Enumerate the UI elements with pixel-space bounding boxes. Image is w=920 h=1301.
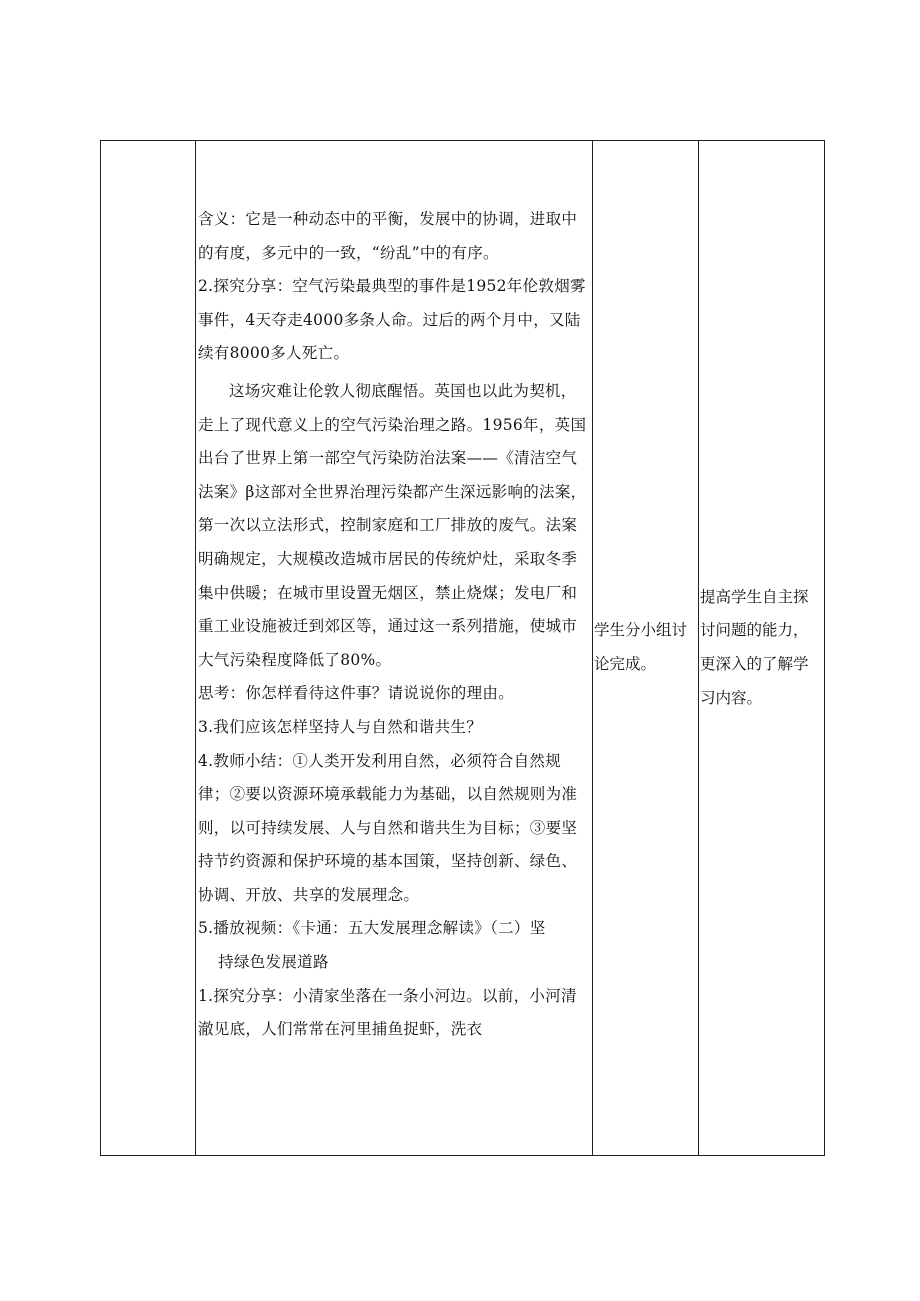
student-activity-text: 学生分小组讨论完成。 bbox=[594, 621, 688, 673]
content-paragraph: 5.播放视频：《卡通：五大发展理念解读》（二）坚 bbox=[198, 919, 546, 938]
design-intent-cell bbox=[699, 141, 825, 1156]
student-activity-cell bbox=[593, 141, 699, 1156]
content-paragraph: 含义：它是一种动态中的平衡，发展中的协调，进取中的有度，多元中的一致，“纷乱”中的有序。 bbox=[198, 210, 578, 262]
design-intent-text: 提高学生自主探讨问题的能力，更深入的了解学习内容。 bbox=[700, 587, 809, 707]
lesson-plan-table bbox=[100, 140, 825, 1156]
teaching-content-cell bbox=[196, 141, 593, 1156]
content-paragraph: 2.探究分享：空气污染最典型的事件是1952年伦敦烟雾事件，4天夺走4000多条人命。过后的两个月中，又陆续有8000多人死亡。 bbox=[198, 277, 586, 363]
teaching-content bbox=[196, 141, 592, 1047]
table-row bbox=[101, 141, 825, 1156]
content-paragraph: 持绿色发展道路 bbox=[218, 953, 329, 972]
content-paragraph: 1.探究分享：小清家坐落在一条小河边。以前，小河清澈见底，人们常常在河里捕鱼捉虾，洗衣 bbox=[198, 986, 577, 1039]
stage-cell bbox=[101, 141, 196, 1156]
content-paragraph: 思考：你怎样看待这件事？请说说你的理由。 bbox=[198, 684, 515, 703]
content-paragraph: 3.我们应该怎样坚持人与自然和谐共生？ bbox=[198, 717, 482, 736]
content-paragraph: 这场灾难让伦敦人彻底醒悟。英国也以此为契机，走上了现代意义上的空气污染治理之路。1956年，英国出台了世界上第一部空气污染防治法案——《清洁空气法案》β这部对全世界治理污染都产生深远影响的法案，第一次以立法形式，控制家庭和工厂排放的废气。法案明确规定，大规模改造城市居民的传统炉灶，采取冬季集中供暖；在城市里设置无烟区，禁止烧煤；发电厂和重工业设施被迁到郊区等，通过这一系列措施，使城市大气污染程度降低了80%。 bbox=[198, 381, 587, 669]
content-paragraph: 4.教师小结：①人类开发利用自然，必须符合自然规律；②要以资源环境承载能力为基础，以自然规则为准则，以可持续发展、人与自然和谐共生为目标；③要坚持节约资源和保护环境的基本国策，坚持创新、绿色、协调、开放、共享的发展理念。 bbox=[198, 751, 578, 904]
